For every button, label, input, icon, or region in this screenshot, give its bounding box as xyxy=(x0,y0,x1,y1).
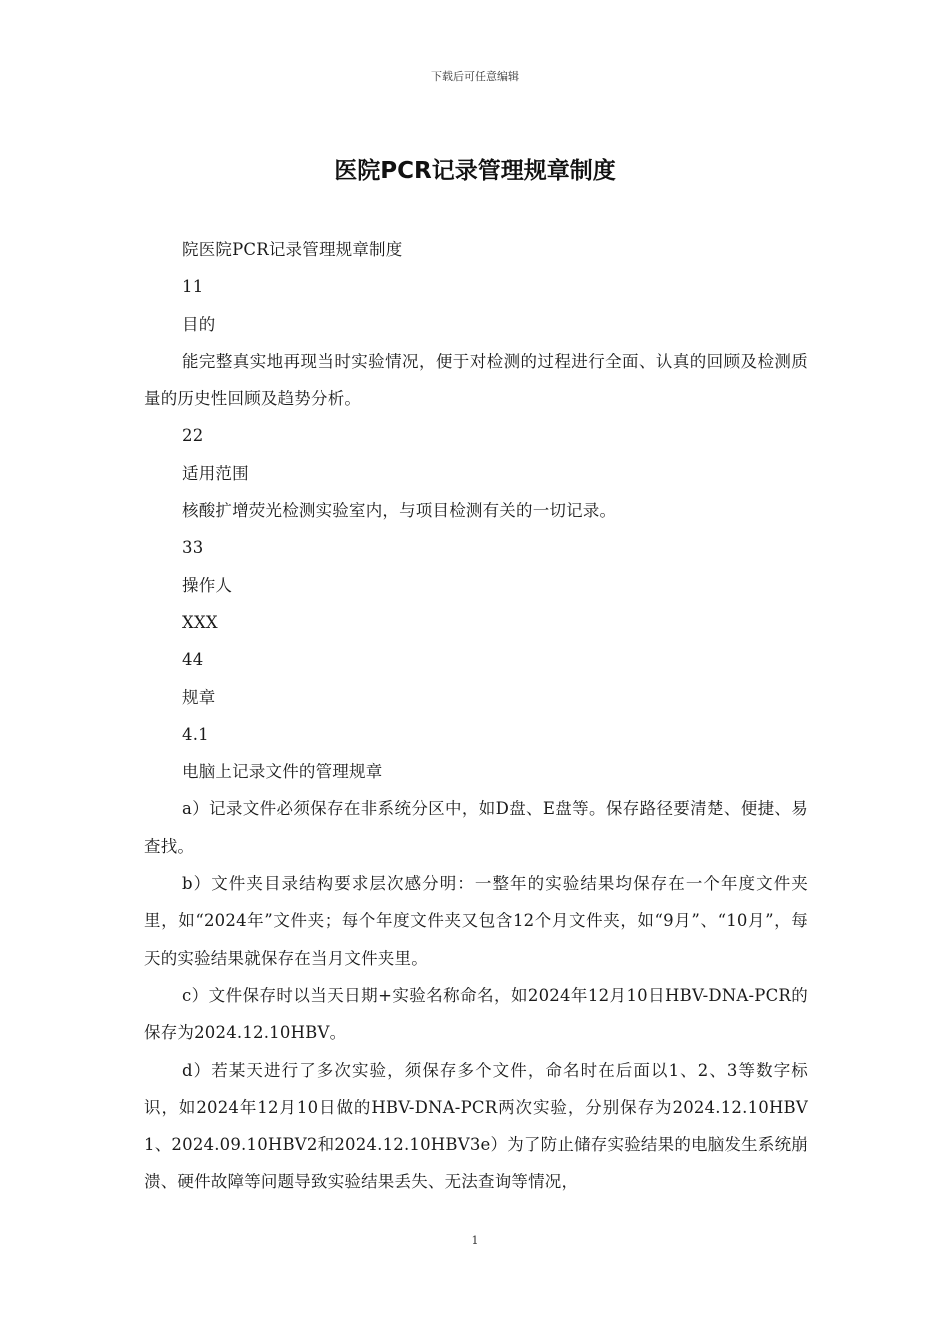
paragraph-doc-name: 院医院PCR记录管理规章制度 xyxy=(182,240,403,259)
paragraph-operator: XXX xyxy=(182,612,218,632)
paragraph-rule-c: c）文件保存时以当天日期+实验名称命名，如2024年12月10日HBV-DNA-PCR的保存为2024.12.10HBV。 xyxy=(144,985,808,1043)
document-body xyxy=(144,231,808,1201)
subsection-number-4-1: 4.1 xyxy=(182,724,209,744)
paragraph-rule-a: a）记录文件必须保存在非系统分区中，如D盘、E盘等。保存路径要清楚、便捷、易查找。 xyxy=(144,799,808,856)
section-number-1: 11 xyxy=(182,277,204,297)
section-heading-scope: 适用范围 xyxy=(182,463,249,483)
document-title: 医院PCR记录管理规章制度 xyxy=(334,158,616,184)
paragraph-purpose: 能完整真实地再现当时实验情况，便于对检测的过程进行全面、认真的回顾及检测质量的历史性回顾及趋势分析。 xyxy=(144,351,808,409)
paragraph-scope: 核酸扩增荧光检测实验室内，与项目检测有关的一切记录。 xyxy=(182,501,617,521)
section-number-4: 44 xyxy=(182,650,204,670)
paragraph-rule-b: b）文件夹目录结构要求层次感分明：一整年的实验结果均保存在一个年度文件夹里，如“2024年”文件夹；每个年度文件夹又包含12个月文件夹，如“9月”、“10月”，每天的实验结果就保存在当月文件夹里。 xyxy=(144,874,808,968)
page-number: 1 xyxy=(471,1234,479,1247)
section-heading-operator: 操作人 xyxy=(182,575,233,595)
paragraph-rule-d: d）若某天进行了多次实验，须保存多个文件，命名时在后面以1、2、3等数字标识，如2024年12月10日做的HBV-DNA-PCR两次实验，分别保存为2024.12.10HBV1、2024.09.10HBV2和2024.12.10HBV3e）为了防止储存实验结果的电脑发生系统崩溃、硬件故障等问题导致实验结果丢失、无法查询等情况， xyxy=(144,1060,808,1192)
header-note: 下载后可任意编辑 xyxy=(431,70,519,83)
section-heading-purpose: 目的 xyxy=(182,314,216,334)
section-number-2: 22 xyxy=(182,426,204,446)
section-number-3: 33 xyxy=(182,538,204,558)
subsection-heading-computer-records: 电脑上记录文件的管理规章 xyxy=(182,762,383,782)
section-heading-rules: 规章 xyxy=(182,687,216,707)
